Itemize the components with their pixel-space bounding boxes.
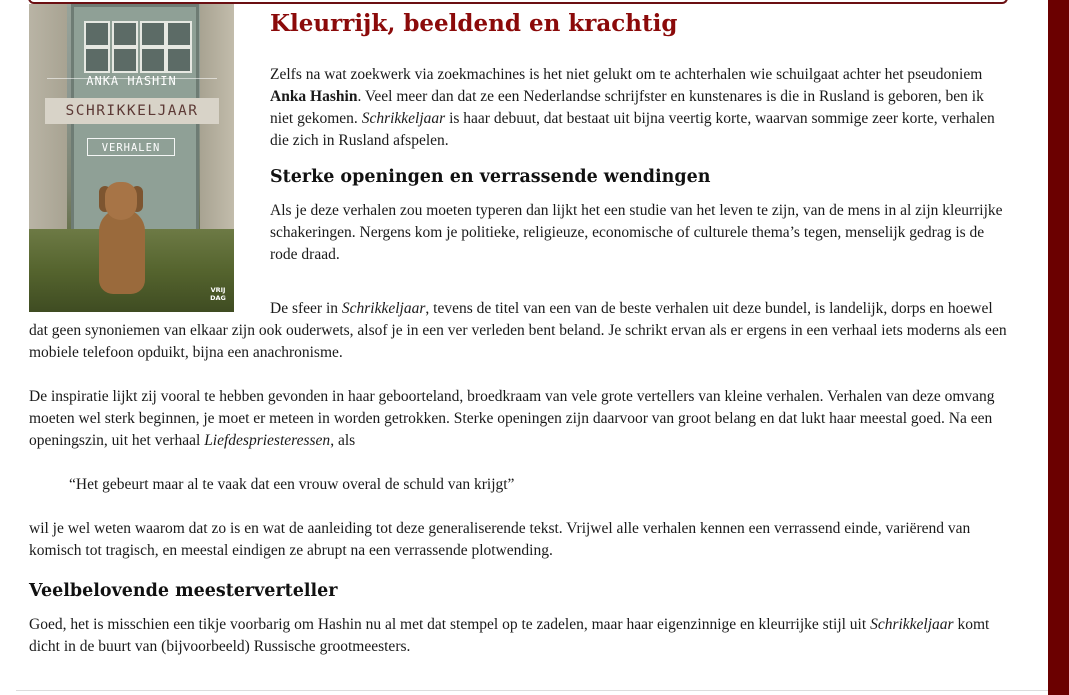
book-cover-image[interactable] [29,4,234,312]
cover-author: ANKA HASHIN [86,74,177,88]
article-title: Kleurrijk, beeldend en krachtig [270,10,678,37]
text: De inspiratie lijkt zij vooral te hebben gevonden in haar geboorteland, broedkraam van vele grote vertellers van kleine verhalen. Verhalen van deze omvang moeten wel sterk beginnen, je moet er meteen in worden getrokken. Sterke openingen zijn daarvoor van groot belang en dat lukt haar meestal goed. Na een openingszin, uit het verhaal [29,388,995,449]
text: Goed, het is misschien een tikje voorbarig om Hashin nu al met dat stempel op te zadelen, maar haar eigenzinnige en kleurrijke stijl uit [29,616,871,633]
text: , tevens de titel van een van de beste verhalen uit deze bundel, is landelijk, dorps en hoewel dat geen synoniemen van elkaar zijn ook ouderwets, alsof je in een ver verleden bent beland. Je schrikt ervan als er ergens in een verhaal iets moderns als een mobiele telefoon opduikt, bijna een anachronisme. [29,300,1007,361]
publisher-logo: VRIJ DAG [210,286,226,302]
cover-window-pane [112,21,138,47]
cover-window-pane [166,21,192,47]
book-title: Schrikkeljaar [870,616,954,633]
paragraph: wil je wel weten waarom dat zo is en wat de aanleiding tot deze generaliserende tekst. Vrijwel alle verhalen kennen een verrassend einde, variërend van komisch tot tragisch, en meestal eindigen ze abrupt na een verrassende plotwending. [29,520,971,559]
author-name: Anka Hashin [270,88,358,105]
divider [16,690,1048,691]
text: komt dicht in de buurt van (bijvoorbeeld) Russische grootmeesters. [29,616,990,655]
text: De sfeer in [270,300,342,317]
story-title: Liefdespriesteressen [204,432,331,449]
blockquote: “Het gebeurt maar al te vaak dat een vrouw overal de schuld van krijgt” [69,476,515,493]
cover-dog [105,182,137,220]
section-heading: Veelbelovende meesterverteller [29,581,338,601]
text: . Veel meer dan dat ze een Nederlandse schrijfster en kunstenares is die in Rusland is geboren, ben ik niet gekomen. [270,88,984,127]
cover-title: SCHRIKKELJAAR [45,98,219,124]
paragraph [29,614,1009,658]
cover-window-pane [84,21,110,47]
sidebar-bar [1048,0,1069,695]
paragraph [29,386,1009,452]
section-heading: Sterke openingen en verrassende wendingen [270,167,711,187]
paragraph: Als je deze verhalen zou moeten typeren dan lijkt het een studie van het leven te zijn, van de mens in al zijn kleurrijke schakeringen. Nergens kom je politieke, religieuze, economische of culturele thema’s tegen, menselijk gedrag is de rode draad. [270,202,1003,263]
text: is haar debuut, dat bestaat uit bijna veertig korte, waarvan sommige zeer korte, verhalen die zich in Rusland afspelen. [270,110,995,149]
cover-genre: VERHALEN [87,138,175,156]
cover-dog [99,209,145,294]
text: , als [330,432,356,449]
text: Zelfs na wat zoekwerk via zoekmachines is het niet gelukt om te achterhalen wie schuilgaat achter het pseudoniem [270,66,983,83]
book-title: Schrikkeljaar [341,300,426,317]
cover-window-pane [140,21,166,47]
article-body [29,4,1009,680]
book-title: Schrikkeljaar [361,110,446,127]
